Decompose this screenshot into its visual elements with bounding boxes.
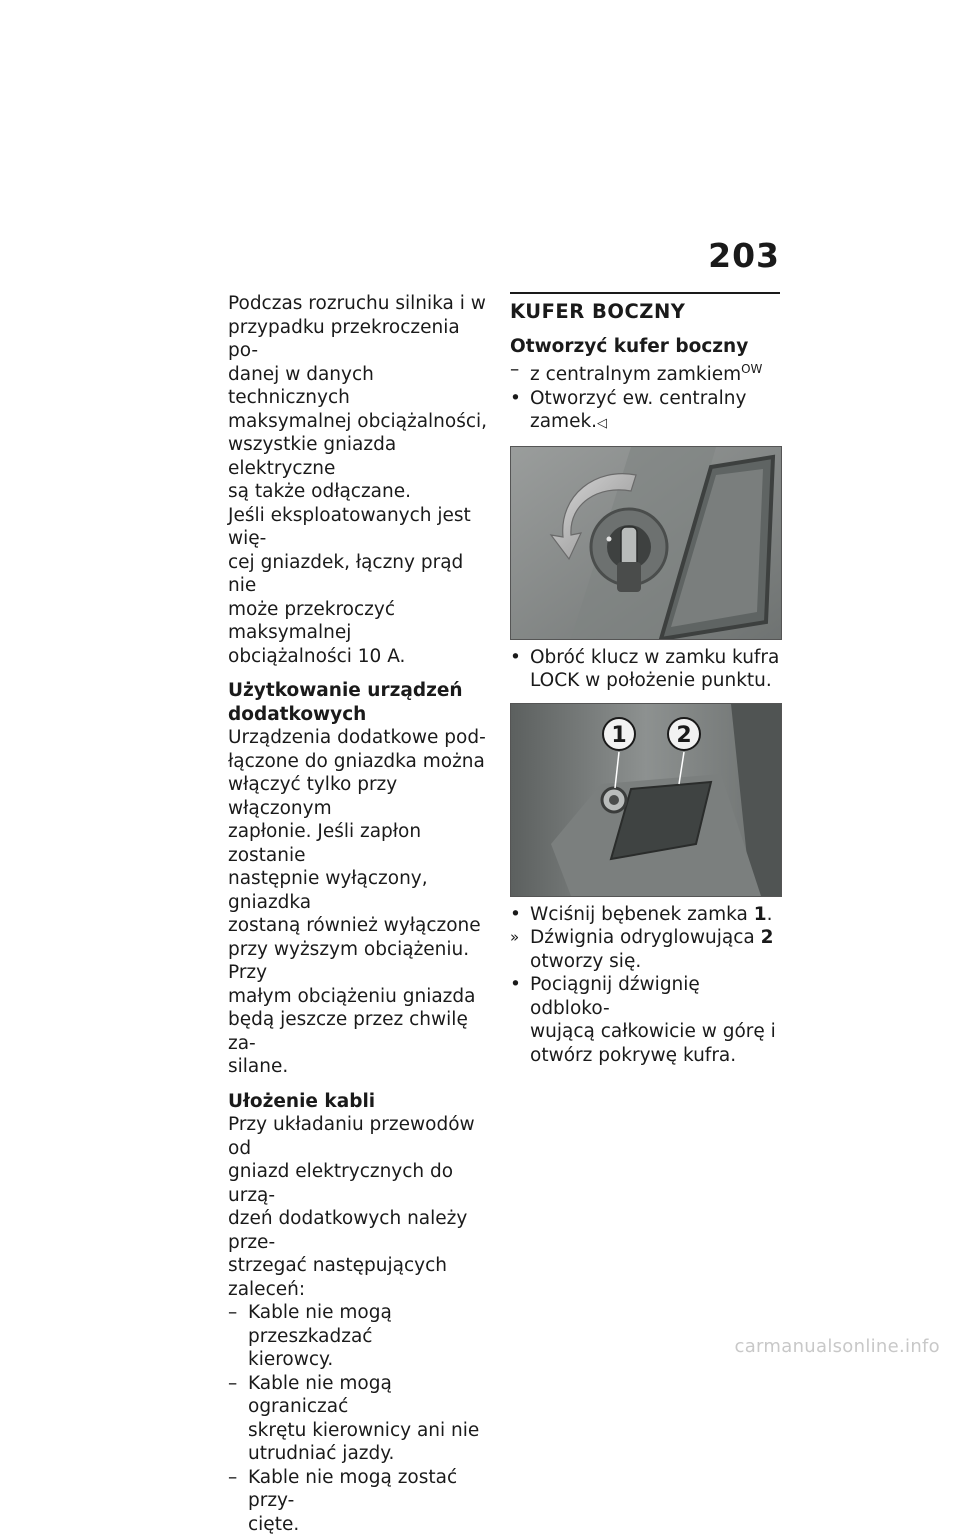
list-item: – Kable nie mogą przeszkadzać kierowcy.	[228, 1301, 490, 1372]
page-number: 203	[680, 236, 780, 275]
intro-paragraph: Podczas rozruchu silnika i w przypadku przekroczenia po- danej w danych technicznych maksymalnej obciążalności, wszystkie gniazda elektryczne są także odłączane.	[228, 292, 490, 504]
step-item: • Obróć klucz w zamku kufra LOCK w położenie punktu.	[510, 646, 780, 693]
accessories-paragraph: Urządzenia dodatkowe pod- łączone do gniazdka można włączyć tylko przy włączonym zapłonie. Jeśli zapłon zostanie następnie wyłączony, gniazdka zostaną również wyłączone przy wyższym obciążeniu. Przy małym obciążeniu gniazda będą jeszcze przez chwilę za- silane.	[228, 726, 490, 1079]
left-column	[228, 292, 490, 1536]
callout-label-1: 1	[611, 723, 626, 748]
step-item: • Wciśnij bębenek zamka 1.	[510, 903, 780, 927]
lock-key-photo	[510, 446, 782, 640]
watermark-url: carmanualsonline.info	[600, 1336, 940, 1357]
callout-label-2: 2	[676, 723, 691, 748]
step-item: • Pociągnij dźwignię odbloko- wującą całkowicie w górę i otwórz pokrywę kufra.	[510, 973, 780, 1067]
list-item: – Kable nie mogą ograniczać skrętu kierownicy ani nie utrudniać jazdy.	[228, 1372, 490, 1466]
subheading-open-case: Otworzyć kufer boczny	[510, 335, 780, 359]
option-marker: OW	[741, 362, 762, 376]
end-mark-icon: ◁	[597, 416, 607, 431]
list-item: – z centralnym zamkiem$^{OW}$	[510, 358, 780, 387]
right-column	[510, 292, 780, 1067]
lock-lever-photo	[510, 703, 782, 897]
section-title: KUFER BOCZNY	[510, 292, 780, 324]
result-item: » Dźwignia odryglowująca 2 otworzy się.	[510, 926, 780, 973]
cables-paragraph: Przy układaniu przewodów od gniazd elektrycznych do urzą- dzeń dodatkowych należy prze- strzegać następujących zaleceń:	[228, 1113, 490, 1301]
step-item: • Otworzyć ew. centralny zamek.◁	[510, 387, 780, 436]
intro-paragraph-2: Jeśli eksploatowanych jest wię- cej gniazdek, łączny prąd nie może przekroczyć maksymalnej obciążalności 10 A.	[228, 504, 490, 669]
heading-accessories: Użytkowanie urządzeń dodatkowych	[228, 679, 490, 726]
list-item: – Kable nie mogą zostać przy- cięte.	[228, 1466, 490, 1536]
heading-cables: Ułożenie kabli	[228, 1090, 490, 1114]
